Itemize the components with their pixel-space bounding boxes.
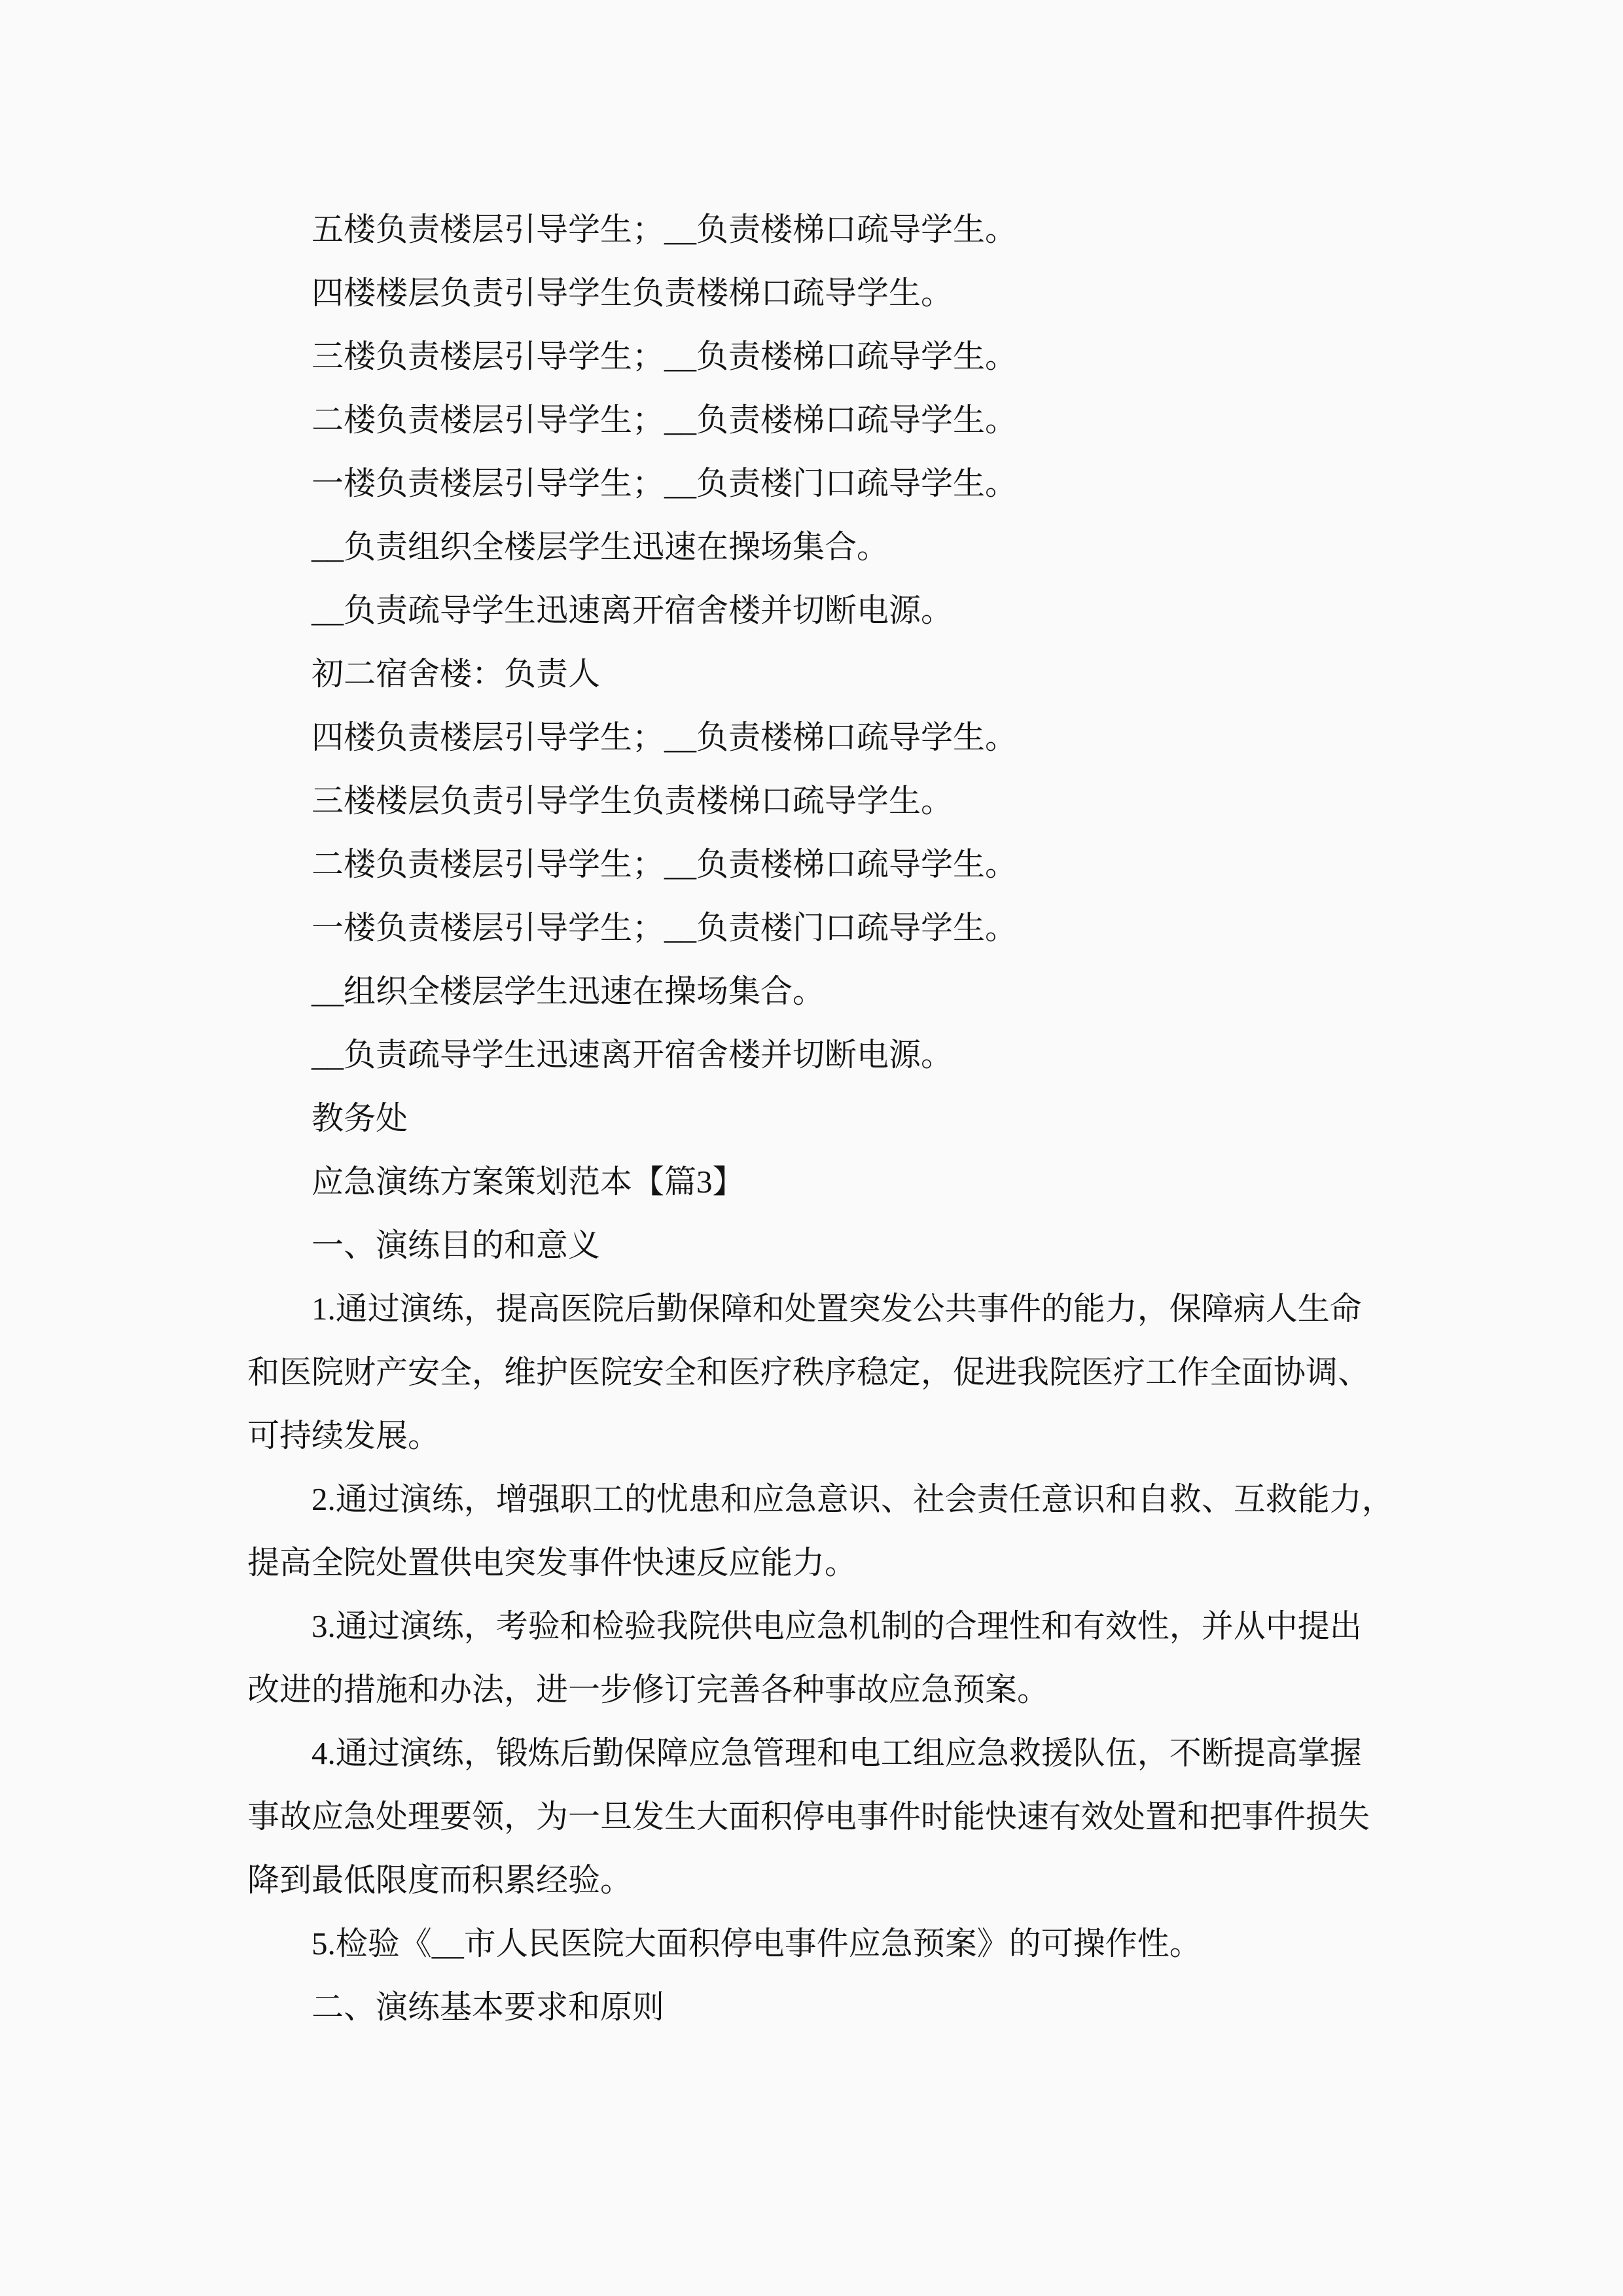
text-line: 4.通过演练，锻炼后勤保障应急管理和电工组应急救援队伍，不断提高掌握 bbox=[312, 1735, 1362, 1771]
text-line: 二、演练基本要求和原则 bbox=[312, 1989, 665, 2025]
text-line: 1.通过演练，提高医院后勤保障和处置突发公共事件的能力，保障病人生命 bbox=[312, 1291, 1362, 1327]
text-line: 四楼负责楼层引导学生；__负责楼梯口疏导学生。 bbox=[312, 719, 1018, 755]
document-body bbox=[247, 198, 1425, 2039]
text-line: __负责疏导学生迅速离开宿舍楼并切断电源。 bbox=[312, 592, 954, 628]
text-line: 改进的措施和办法，进一步修订完善各种事故应急预案。 bbox=[247, 1672, 1050, 1708]
text-line: 一、演练目的和意义 bbox=[312, 1227, 601, 1263]
text-line: 可持续发展。 bbox=[247, 1418, 440, 1454]
text-line: __负责组织全楼层学生迅速在操场集合。 bbox=[312, 529, 889, 565]
text-line: 应急演练方案策划范本【篇3】 bbox=[312, 1164, 745, 1200]
text-line: 二楼负责楼层引导学生；__负责楼梯口疏导学生。 bbox=[312, 846, 1018, 882]
text-line: 5.检验《__市人民医院大面积停电事件应急预案》的可操作性。 bbox=[312, 1926, 1202, 1962]
text-line: 初二宿舍楼：负责人 bbox=[312, 656, 601, 692]
text-line: 四楼楼层负责引导学生负责楼梯口疏导学生。 bbox=[312, 275, 954, 311]
text-line: 一楼负责楼层引导学生；__负责楼门口疏导学生。 bbox=[312, 465, 1018, 501]
text-line: 一楼负责楼层引导学生；__负责楼门口疏导学生。 bbox=[312, 910, 1018, 946]
text-line: 3.通过演练，考验和检验我院供电应急机制的合理性和有效性，并从中提出 bbox=[312, 1608, 1362, 1644]
text-line: 五楼负责楼层引导学生；__负责楼梯口疏导学生。 bbox=[312, 211, 1018, 247]
text-line: __负责疏导学生迅速离开宿舍楼并切断电源。 bbox=[312, 1037, 954, 1073]
text-line: 教务处 bbox=[312, 1100, 408, 1136]
text-line: 2.通过演练，增强职工的忧患和应急意识、社会责任意识和自救、互救能力， bbox=[312, 1481, 1394, 1517]
text-line: __组织全楼层学生迅速在操场集合。 bbox=[312, 973, 825, 1009]
text-line: 和医院财产安全，维护医院安全和医疗秩序稳定，促进我院医疗工作全面协调、 bbox=[247, 1354, 1370, 1390]
text-line: 提高全院处置供电突发事件快速反应能力。 bbox=[247, 1545, 857, 1581]
text-line: 二楼负责楼层引导学生；__负责楼梯口疏导学生。 bbox=[312, 402, 1018, 438]
text-line: 三楼负责楼层引导学生；__负责楼梯口疏导学生。 bbox=[312, 338, 1018, 374]
text-line: 降到最低限度而积累经验。 bbox=[247, 1862, 633, 1898]
text-line: 三楼楼层负责引导学生负责楼梯口疏导学生。 bbox=[312, 783, 954, 819]
text-line: 事故应急处理要领，为一旦发生大面积停电事件时能快速有效处置和把事件损失 bbox=[247, 1799, 1370, 1835]
